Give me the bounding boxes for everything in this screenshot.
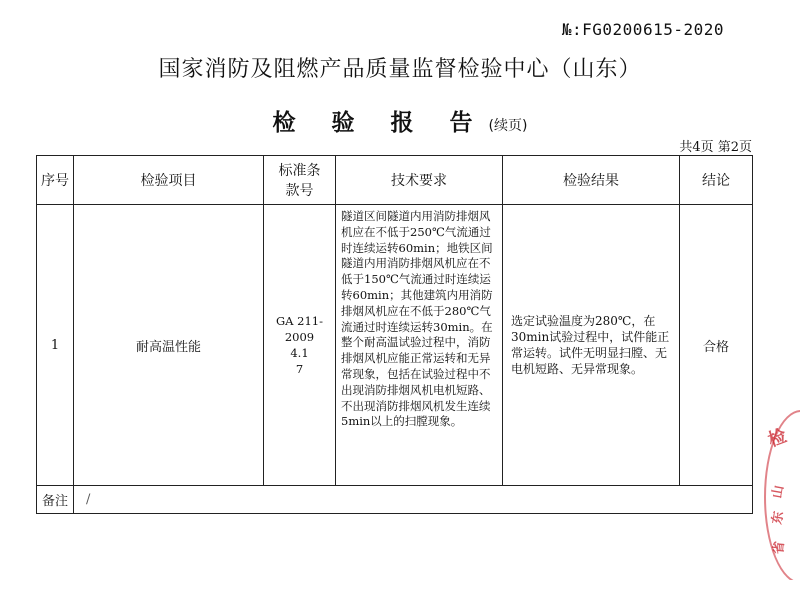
organization-title: 国家消防及阻燃产品质量监督检验中心（山东） — [158, 57, 642, 82]
remark-value: / — [74, 486, 753, 514]
seal-char: 检 — [765, 425, 790, 452]
clause-line: 7 — [295, 362, 304, 376]
document-title — [0, 104, 800, 137]
clause-line: 4.1 — [290, 346, 309, 360]
header-clause-line2: 款号 — [285, 183, 314, 199]
header-clause — [264, 156, 336, 205]
cell-requirement: 隧道区间隧道内用消防排烟风机应在不低于250℃气流通过时连续运转60min；地铁区间隧道内用消防排烟风机应在不低于150℃气流通过时连续运转60min；其他建筑内用消防排烟风机应在不低于280℃气流通过时连续运转30min。在整个耐高温试验过程中，消防排烟风机应能正常运转和无异常现象，包括在试验过程中不出现消防排烟风机电机短路、不出现消防排烟风机发生连续5min以上的扫膛现象。 — [336, 205, 503, 486]
cell-clause — [264, 205, 336, 486]
page-info: 共4页 第2页 — [679, 140, 752, 155]
table-header-row — [37, 156, 753, 205]
cell-seq: 1 — [37, 205, 74, 486]
seal-char: 山 — [769, 484, 787, 500]
report-number: №:FG0200615-2020 — [561, 20, 724, 39]
header-clause-line1: 标准条 — [278, 163, 321, 179]
clause-line: GA 211- — [276, 314, 323, 328]
inspection-table — [36, 155, 753, 514]
header-requirement: 技术要求 — [336, 156, 503, 205]
remark-row — [37, 486, 753, 514]
cell-item: 耐高温性能 — [74, 205, 264, 486]
document-title-suffix: (续页) — [488, 118, 528, 134]
header-conclusion: 结论 — [680, 156, 753, 205]
cell-result: 选定试验温度为280℃，在30min试验过程中，试件能正常运转。试件无明显扫膛、无电机短路、无异常现象。 — [503, 205, 680, 486]
cell-conclusion: 合格 — [680, 205, 753, 486]
remark-label: 备注 — [37, 486, 74, 514]
seal-char: 省 — [771, 540, 788, 555]
clause-line: 2009 — [284, 330, 315, 344]
header-item: 检验项目 — [74, 156, 264, 205]
seal-char: 东 — [769, 510, 787, 526]
header-seq: 序号 — [37, 156, 74, 205]
official-seal-stamp — [760, 410, 800, 580]
document-title-main: 检 验 报 告 — [272, 110, 487, 136]
header-result: 检验结果 — [503, 156, 680, 205]
table-row — [37, 205, 753, 486]
